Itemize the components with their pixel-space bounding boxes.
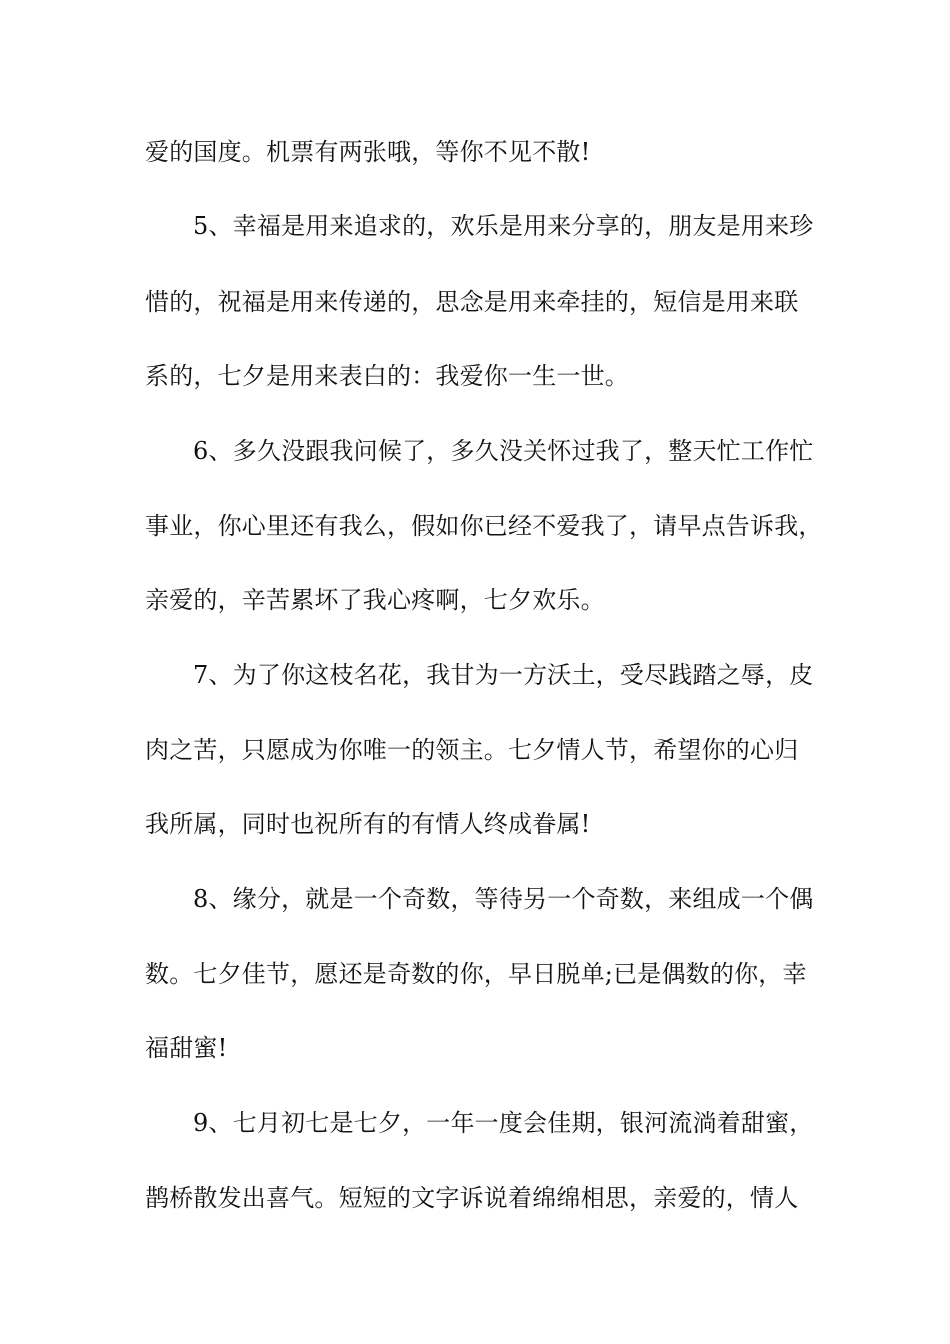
paragraph-5-line-2: 惜的，祝福是用来传递的，思念是用来牵挂的，短信是用来联 xyxy=(145,288,799,316)
paragraph-7-line-3: 我所属，同时也祝所有的有情人终成眷属! xyxy=(145,810,591,838)
paragraph-9-line-1: 9、七月初七是七夕，一年一度会佳期，银河流淌着甜蜜， xyxy=(193,1109,814,1137)
paragraph-9-line-2: 鹊桥散发出喜气。短短的文字诉说着绵绵相思，亲爱的，情人 xyxy=(145,1184,799,1212)
paragraph-5-line-3: 系的，七夕是用来表白的：我爱你一生一世。 xyxy=(145,362,629,390)
paragraph-7-line-2: 肉之苦，只愿成为你唯一的领主。七夕情人节，希望你的心归 xyxy=(145,736,799,764)
paragraph-6-line-2: 事业，你心里还有我么，假如你已经不爱我了，请早点告诉我， xyxy=(145,512,823,540)
paragraph-6-line-3: 亲爱的，辛苦累坏了我心疼啊，七夕欢乐。 xyxy=(145,586,605,614)
text-line: 爱的国度。机票有两张哦，等你不见不散! xyxy=(145,138,591,166)
paragraph-7-line-1: 7、为了你这枝名花，我甘为一方沃土，受尽践踏之辱，皮 xyxy=(193,661,814,689)
paragraph-8-line-1: 8、缘分，就是一个奇数，等待另一个奇数，来组成一个偶 xyxy=(193,885,814,913)
paragraph-8-line-2: 数。七夕佳节，愿还是奇数的你，早日脱单;已是偶数的你，幸 xyxy=(145,960,807,988)
paragraph-6-line-1: 6、多久没跟我问候了，多久没关怀过我了，整天忙工作忙 xyxy=(193,437,814,465)
paragraph-5-line-1: 5、幸福是用来追求的，欢乐是用来分享的，朋友是用来珍 xyxy=(193,212,814,240)
paragraph-8-line-3: 福甜蜜! xyxy=(145,1034,228,1062)
